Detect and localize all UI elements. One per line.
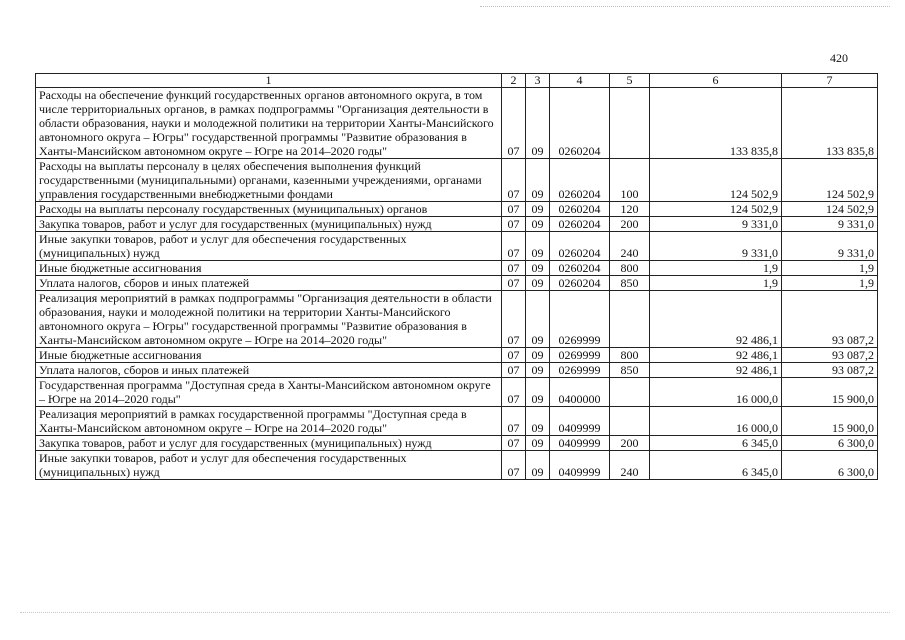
row-subsection: 09 — [526, 436, 550, 451]
row-section: 07 — [502, 348, 526, 363]
row-amount-1: 124 502,9 — [650, 202, 782, 217]
row-expense-type: 240 — [610, 232, 650, 261]
table-row — [36, 291, 878, 348]
row-target-code: 0260204 — [550, 232, 610, 261]
row-target-code: 0269999 — [550, 291, 610, 348]
row-section: 07 — [502, 363, 526, 378]
row-subsection: 09 — [526, 276, 550, 291]
col-header-2: 2 — [502, 74, 526, 88]
row-target-code: 0260204 — [550, 202, 610, 217]
row-subsection: 09 — [526, 451, 550, 480]
row-subsection: 09 — [526, 159, 550, 202]
row-target-code: 0260204 — [550, 159, 610, 202]
row-amount-2: 124 502,9 — [782, 202, 878, 217]
row-target-code: 0260204 — [550, 261, 610, 276]
table-row — [36, 276, 878, 291]
row-expense-type: 200 — [610, 436, 650, 451]
scan-artifact-bottom — [20, 612, 890, 615]
row-subsection: 09 — [526, 202, 550, 217]
row-expense-type: 120 — [610, 202, 650, 217]
table-row — [36, 378, 878, 407]
row-section: 07 — [502, 407, 526, 436]
row-section: 07 — [502, 202, 526, 217]
table-row — [36, 232, 878, 261]
row-amount-1: 92 486,1 — [650, 348, 782, 363]
row-name: Расходы на обеспечение функций государственных органов автономного округа, в том числе территориальных органов, в рамках подпрограммы "Организация деятельности в области образования, науки и молодежной политики на территории Ханты-Мансийского автономного округа – Югры" государственной программы "Развитие образования в Ханты-Мансийском автономном округе – Югре на 2014–2020 годы" — [36, 88, 502, 159]
row-amount-2: 6 300,0 — [782, 436, 878, 451]
row-name: Закупка товаров, работ и услуг для государственных (муниципальных) нужд — [36, 217, 502, 232]
row-name: Иные бюджетные ассигнования — [36, 261, 502, 276]
row-amount-2: 15 900,0 — [782, 378, 878, 407]
row-section: 07 — [502, 159, 526, 202]
row-expense-type — [610, 88, 650, 159]
row-section: 07 — [502, 291, 526, 348]
row-target-code: 0260204 — [550, 88, 610, 159]
table-row — [36, 261, 878, 276]
row-name: Иные бюджетные ассигнования — [36, 348, 502, 363]
row-subsection: 09 — [526, 88, 550, 159]
row-amount-1: 6 345,0 — [650, 436, 782, 451]
row-section: 07 — [502, 232, 526, 261]
col-header-1: 1 — [36, 74, 502, 88]
row-section: 07 — [502, 261, 526, 276]
row-expense-type: 100 — [610, 159, 650, 202]
row-expense-type: 800 — [610, 348, 650, 363]
row-amount-2: 9 331,0 — [782, 217, 878, 232]
row-target-code: 0269999 — [550, 348, 610, 363]
col-header-7: 7 — [782, 74, 878, 88]
row-expense-type: 800 — [610, 261, 650, 276]
row-section: 07 — [502, 276, 526, 291]
table-row — [36, 159, 878, 202]
table-row — [36, 363, 878, 378]
table-row — [36, 202, 878, 217]
row-amount-1: 1,9 — [650, 276, 782, 291]
col-header-5: 5 — [610, 74, 650, 88]
col-header-4: 4 — [550, 74, 610, 88]
row-amount-1: 92 486,1 — [650, 363, 782, 378]
row-subsection: 09 — [526, 348, 550, 363]
row-section: 07 — [502, 217, 526, 232]
row-subsection: 09 — [526, 291, 550, 348]
row-amount-1: 133 835,8 — [650, 88, 782, 159]
row-target-code: 0409999 — [550, 436, 610, 451]
row-name: Уплата налогов, сборов и иных платежей — [36, 363, 502, 378]
header-row — [36, 74, 878, 88]
row-amount-2: 93 087,2 — [782, 363, 878, 378]
table-row — [36, 451, 878, 480]
row-amount-2: 93 087,2 — [782, 291, 878, 348]
row-amount-1: 1,9 — [650, 261, 782, 276]
row-section: 07 — [502, 88, 526, 159]
row-amount-2: 93 087,2 — [782, 348, 878, 363]
row-expense-type — [610, 291, 650, 348]
row-amount-1: 6 345,0 — [650, 451, 782, 480]
row-subsection: 09 — [526, 261, 550, 276]
row-name: Государственная программа "Доступная среда в Ханты-Мансийском автономном округе – Югре на 2014–2020 годы" — [36, 378, 502, 407]
table-row — [36, 348, 878, 363]
row-target-code: 0260204 — [550, 217, 610, 232]
row-target-code: 0409999 — [550, 407, 610, 436]
row-subsection: 09 — [526, 232, 550, 261]
row-expense-type — [610, 378, 650, 407]
table-row — [36, 217, 878, 232]
row-amount-2: 9 331,0 — [782, 232, 878, 261]
row-name: Уплата налогов, сборов и иных платежей — [36, 276, 502, 291]
page-number: 420 — [830, 51, 848, 65]
row-target-code: 0400000 — [550, 378, 610, 407]
row-name: Реализация мероприятий в рамках подпрограммы "Организация деятельности в области образования, науки и молодежной политики на территории Ханты-Мансийского автономного округа – Югры" государственной программы "Развитие образования в Ханты-Мансийском автономном округе – Югре на 2014–2020 годы" — [36, 291, 502, 348]
row-name: Иные закупки товаров, работ и услуг для обеспечения государственных (муниципальных) нужд — [36, 451, 502, 480]
row-expense-type: 850 — [610, 276, 650, 291]
row-subsection: 09 — [526, 407, 550, 436]
row-expense-type — [610, 407, 650, 436]
row-section: 07 — [502, 378, 526, 407]
col-header-6: 6 — [650, 74, 782, 88]
col-header-3: 3 — [526, 74, 550, 88]
scan-artifact-top — [480, 6, 890, 9]
row-subsection: 09 — [526, 363, 550, 378]
row-target-code: 0409999 — [550, 451, 610, 480]
row-amount-2: 6 300,0 — [782, 451, 878, 480]
row-amount-1: 124 502,9 — [650, 159, 782, 202]
row-amount-2: 133 835,8 — [782, 88, 878, 159]
table-row — [36, 88, 878, 159]
budget-table — [35, 73, 878, 480]
row-name: Иные закупки товаров, работ и услуг для обеспечения государственных (муниципальных) нужд — [36, 232, 502, 261]
row-name: Закупка товаров, работ и услуг для государственных (муниципальных) нужд — [36, 436, 502, 451]
row-amount-1: 16 000,0 — [650, 378, 782, 407]
row-expense-type: 850 — [610, 363, 650, 378]
table-row — [36, 436, 878, 451]
row-section: 07 — [502, 451, 526, 480]
row-name: Расходы на выплаты персоналу государственных (муниципальных) органов — [36, 202, 502, 217]
row-name: Реализация мероприятий в рамках государственной программы "Доступная среда в Ханты-Мансийском автономном округе – Югре на 2014–2020 годы" — [36, 407, 502, 436]
row-target-code: 0260204 — [550, 276, 610, 291]
row-amount-1: 92 486,1 — [650, 291, 782, 348]
row-amount-2: 1,9 — [782, 261, 878, 276]
row-amount-2: 15 900,0 — [782, 407, 878, 436]
row-section: 07 — [502, 436, 526, 451]
row-amount-2: 124 502,9 — [782, 159, 878, 202]
row-target-code: 0269999 — [550, 363, 610, 378]
table-row — [36, 407, 878, 436]
row-expense-type: 200 — [610, 217, 650, 232]
row-amount-1: 9 331,0 — [650, 232, 782, 261]
row-name: Расходы на выплаты персоналу в целях обеспечения выполнения функций государственными (муниципальными) органами, казенными учреждениями, органами управления государственными внебюджетными фондами — [36, 159, 502, 202]
row-expense-type: 240 — [610, 451, 650, 480]
row-subsection: 09 — [526, 217, 550, 232]
row-amount-1: 16 000,0 — [650, 407, 782, 436]
row-subsection: 09 — [526, 378, 550, 407]
row-amount-2: 1,9 — [782, 276, 878, 291]
row-amount-1: 9 331,0 — [650, 217, 782, 232]
